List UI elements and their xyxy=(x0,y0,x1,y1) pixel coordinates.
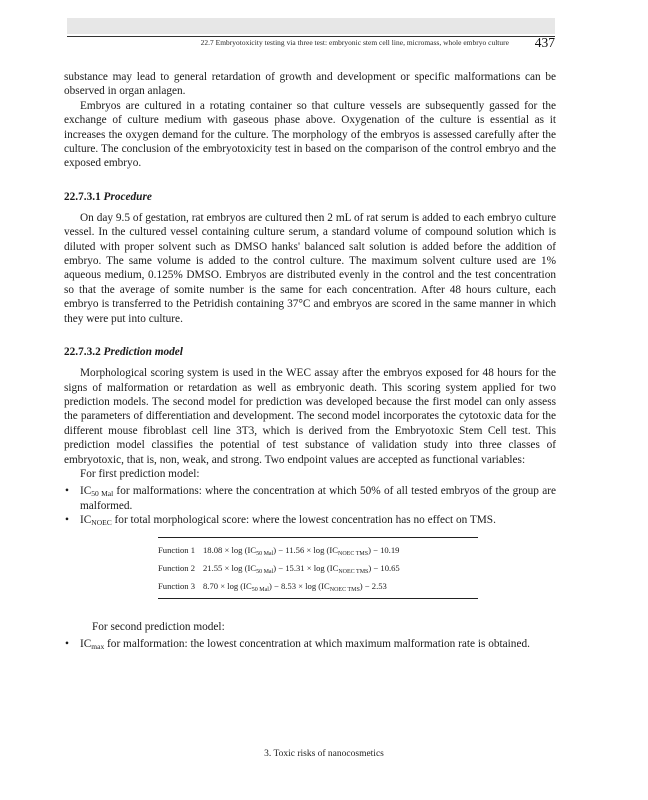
bullet-icon: • xyxy=(65,514,69,527)
second-model-intro: For second prediction model: xyxy=(92,620,225,633)
page-footer: 3. Toxic risks of nanocosmetics xyxy=(264,749,384,759)
intro-paragraph-continued: substance may lead to general retardation of growth and development or specific malformations can be observed in organ anlagen. xyxy=(64,71,556,98)
running-head: 22.7 Embryotoxicity testing via three test: embryonic stem cell line, micromass, whole embryo culture xyxy=(200,38,509,47)
function-row xyxy=(158,559,478,577)
bullet-icon: • xyxy=(65,485,69,498)
function-formula: $18.08 \times \log (IC_{50 Mal}) - 11.56 \times \log (IC_{NOEC TMS}) - 10.19$ xyxy=(203,544,400,557)
function-row xyxy=(158,577,478,595)
procedure-heading xyxy=(64,190,556,204)
list-item: • $IC_{max}$ for malformation: the lowest concentration at which maximum malformation rate is obtained. xyxy=(65,637,530,651)
function-label: Function 1 xyxy=(158,544,196,555)
function-label: Function 2 xyxy=(158,562,196,573)
function-table xyxy=(158,537,478,599)
procedure-section-number: 22.7.3.1 xyxy=(64,190,101,203)
first-model-intro: For first prediction model: xyxy=(80,467,200,480)
list-item: • $IC_{50 Mal}$ for malformations: where the concentration at which 50% of all tested embryos of the group are malformed. xyxy=(65,485,556,512)
prediction-section-number: 22.7.3.2 xyxy=(64,346,101,359)
procedure-paragraph: On day 9.5 of gestation, rat embryos are cultured then 2 mL of rat serum is added to each embryo culture vessel. In the cultured vessel containing culture serum, a standard volume of compound solution which is diluted with proper solvent such as DMSO hanks' balanced salt solution is added before the addition of embryo. The same volume is added to the control culture. The maximum solvent culture used are 1% aqueous medium, 0.125% DMSO. Embryos are distributed evenly in the control and the test concentration so that the average of somite number is the same for each concentration. After 48 hours culture, each embryo is transferred to the Petridish containing 37°C and embryos are scored in the same manner in which they were put into culture. xyxy=(64,211,556,325)
function-row xyxy=(158,541,478,559)
list-item: • $IC_{NOEC}$ for total morphological score: where the lowest concentration has no effect on TMS. xyxy=(65,514,496,528)
header-rule xyxy=(67,36,555,37)
page-number: 437 xyxy=(534,35,555,50)
bullet-icon: • xyxy=(65,637,69,650)
prediction-heading xyxy=(64,345,556,359)
function-formula: $21.55 \times \log (IC_{50 Mal}) - 15.31 \times \log (IC_{NOEC TMS}) - 10.65$ xyxy=(203,562,400,575)
function-label: Function 3 xyxy=(158,580,196,591)
prediction-title: Prediction model xyxy=(103,346,183,359)
procedure-title: Procedure xyxy=(103,190,152,203)
page-body xyxy=(64,70,556,651)
prediction-paragraph: Morphological scoring system is used in the WEC assay after the embryos exposed for 48 hours for the signs of malformation or retardation as well as embryonic death. This scoring system applied for two prediction models. The second model for prediction was developed because the first model can only assess the parameters of differentiation and development. The second model incorporates the cytotoxic data for the different mouse fibroblast cell line 3T3, which is derived from the Embryotoxic Stem Cell test. This prediction model classifies the potential of test substance of validation study into three classes of embryotoxic, that is, non, weak, and strong. Two endpoint values are accepted as functional variables: xyxy=(64,367,556,466)
function-formula: $8.70 \times \log (IC_{50 Mal}) - 8.53 \times \log (IC_{NOEC TMS}) - 2.53$ xyxy=(203,580,387,593)
header-shade-bar xyxy=(67,18,555,34)
first-model-bullet-list xyxy=(64,484,556,527)
intro-paragraph: Embryos are cultured in a rotating container so that culture vessels are subsequently gassed for the exchange of culture medium with gaseous phase above. Oxygenation of the culture is essential as it increases the oxygen demand for the culture. The morphology of the embryos is assessed carefully after the culture. The conclusion of the embryotoxicity test in based on the comparison of the control embryo and the exposed embryo. xyxy=(64,99,556,170)
second-model-bullet-list xyxy=(64,637,556,651)
